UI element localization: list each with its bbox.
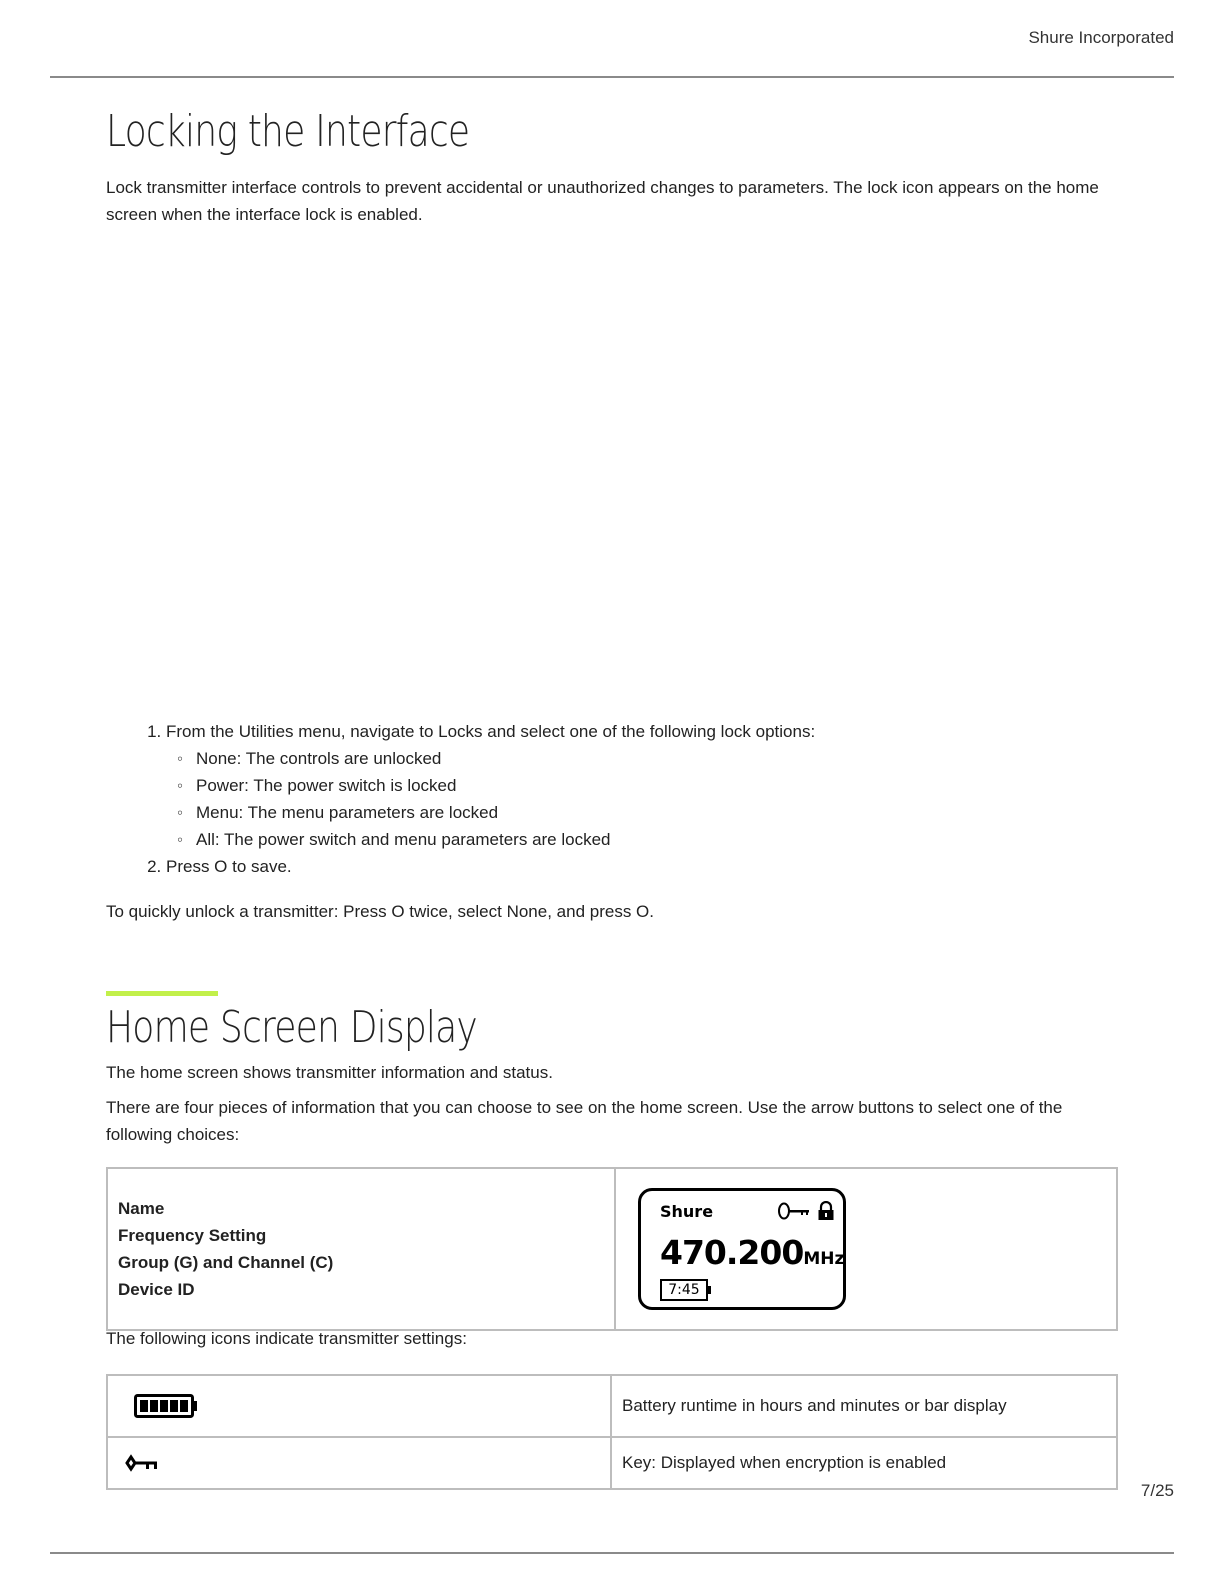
- icons-table: [106, 1374, 1118, 1490]
- lock-steps: [106, 718, 815, 880]
- lock-option-none: ◦ None: The controls are unlocked: [196, 745, 815, 772]
- lcd-brand: Shure: [660, 1202, 714, 1221]
- step-2: 2. Press O to save.: [166, 853, 815, 880]
- section-title-home-screen: Home Screen Display: [106, 1002, 477, 1053]
- lcd-frequency-value: 470.200: [660, 1233, 804, 1272]
- lcd-frequency: [660, 1233, 844, 1272]
- footer-rule: [50, 1552, 1174, 1554]
- page-number: 7/25: [1140, 1481, 1174, 1500]
- table-row: [107, 1375, 1117, 1437]
- lcd-battery-time: 7:45: [660, 1279, 708, 1301]
- header-rule: [50, 76, 1174, 78]
- step-1-text: From the Utilities menu, navigate to Locks and select one of the following lock options:: [166, 722, 816, 741]
- choices-cell: [107, 1168, 615, 1330]
- battery-icon: [134, 1394, 198, 1418]
- lock-option-menu: ◦ Menu: The menu parameters are locked: [196, 799, 815, 826]
- lock-option-power: ◦ Power: The power switch is locked: [196, 772, 815, 799]
- company-name: Shure Incorporated: [1028, 28, 1174, 47]
- home-screen-intro: The home screen shows transmitter information and status.: [106, 1063, 553, 1082]
- lock-options: [166, 745, 815, 853]
- locking-intro: Lock transmitter interface controls to prevent accidental or unauthorized changes to parameters. The lock icon appears on the home screen when the interface lock is enabled.: [106, 178, 1099, 224]
- choice-name: Name: [118, 1199, 165, 1218]
- lcd-frequency-unit: MHz: [803, 1249, 845, 1269]
- lock-option-all: ◦ All: The power switch and menu parameters are locked: [196, 826, 815, 853]
- lcd-lock-icon: [817, 1201, 835, 1221]
- choice-frequency: Frequency Setting: [118, 1226, 267, 1245]
- section-title-locking: Locking the Interface: [106, 106, 470, 157]
- unlock-tip: To quickly unlock a transmitter: Press O twice, select None, and press O.: [106, 902, 654, 921]
- choice-group-channel: Group (G) and Channel (C): [118, 1253, 334, 1272]
- lcd-key-icon: [777, 1201, 811, 1221]
- icons-intro: The following icons indicate transmitter settings:: [106, 1329, 467, 1348]
- key-description: Key: Displayed when encryption is enabled: [611, 1437, 1117, 1489]
- image-placeholder: [106, 240, 1116, 700]
- key-icon: [124, 1453, 160, 1473]
- lcd-display: [638, 1188, 846, 1310]
- lcd-cell: [615, 1168, 1117, 1330]
- home-screen-table: [106, 1167, 1118, 1331]
- icon-cell: [107, 1375, 611, 1437]
- choice-device-id: Device ID: [118, 1280, 195, 1299]
- section-accent-bar: [106, 991, 218, 996]
- battery-description: Battery runtime in hours and minutes or bar display: [611, 1375, 1117, 1437]
- choices-intro: There are four pieces of information that you can choose to see on the home screen. Use the arrow buttons to select one of the following choices:: [106, 1098, 1063, 1144]
- icon-cell: [107, 1437, 611, 1489]
- table-row: [107, 1437, 1117, 1489]
- step-1: [166, 718, 815, 853]
